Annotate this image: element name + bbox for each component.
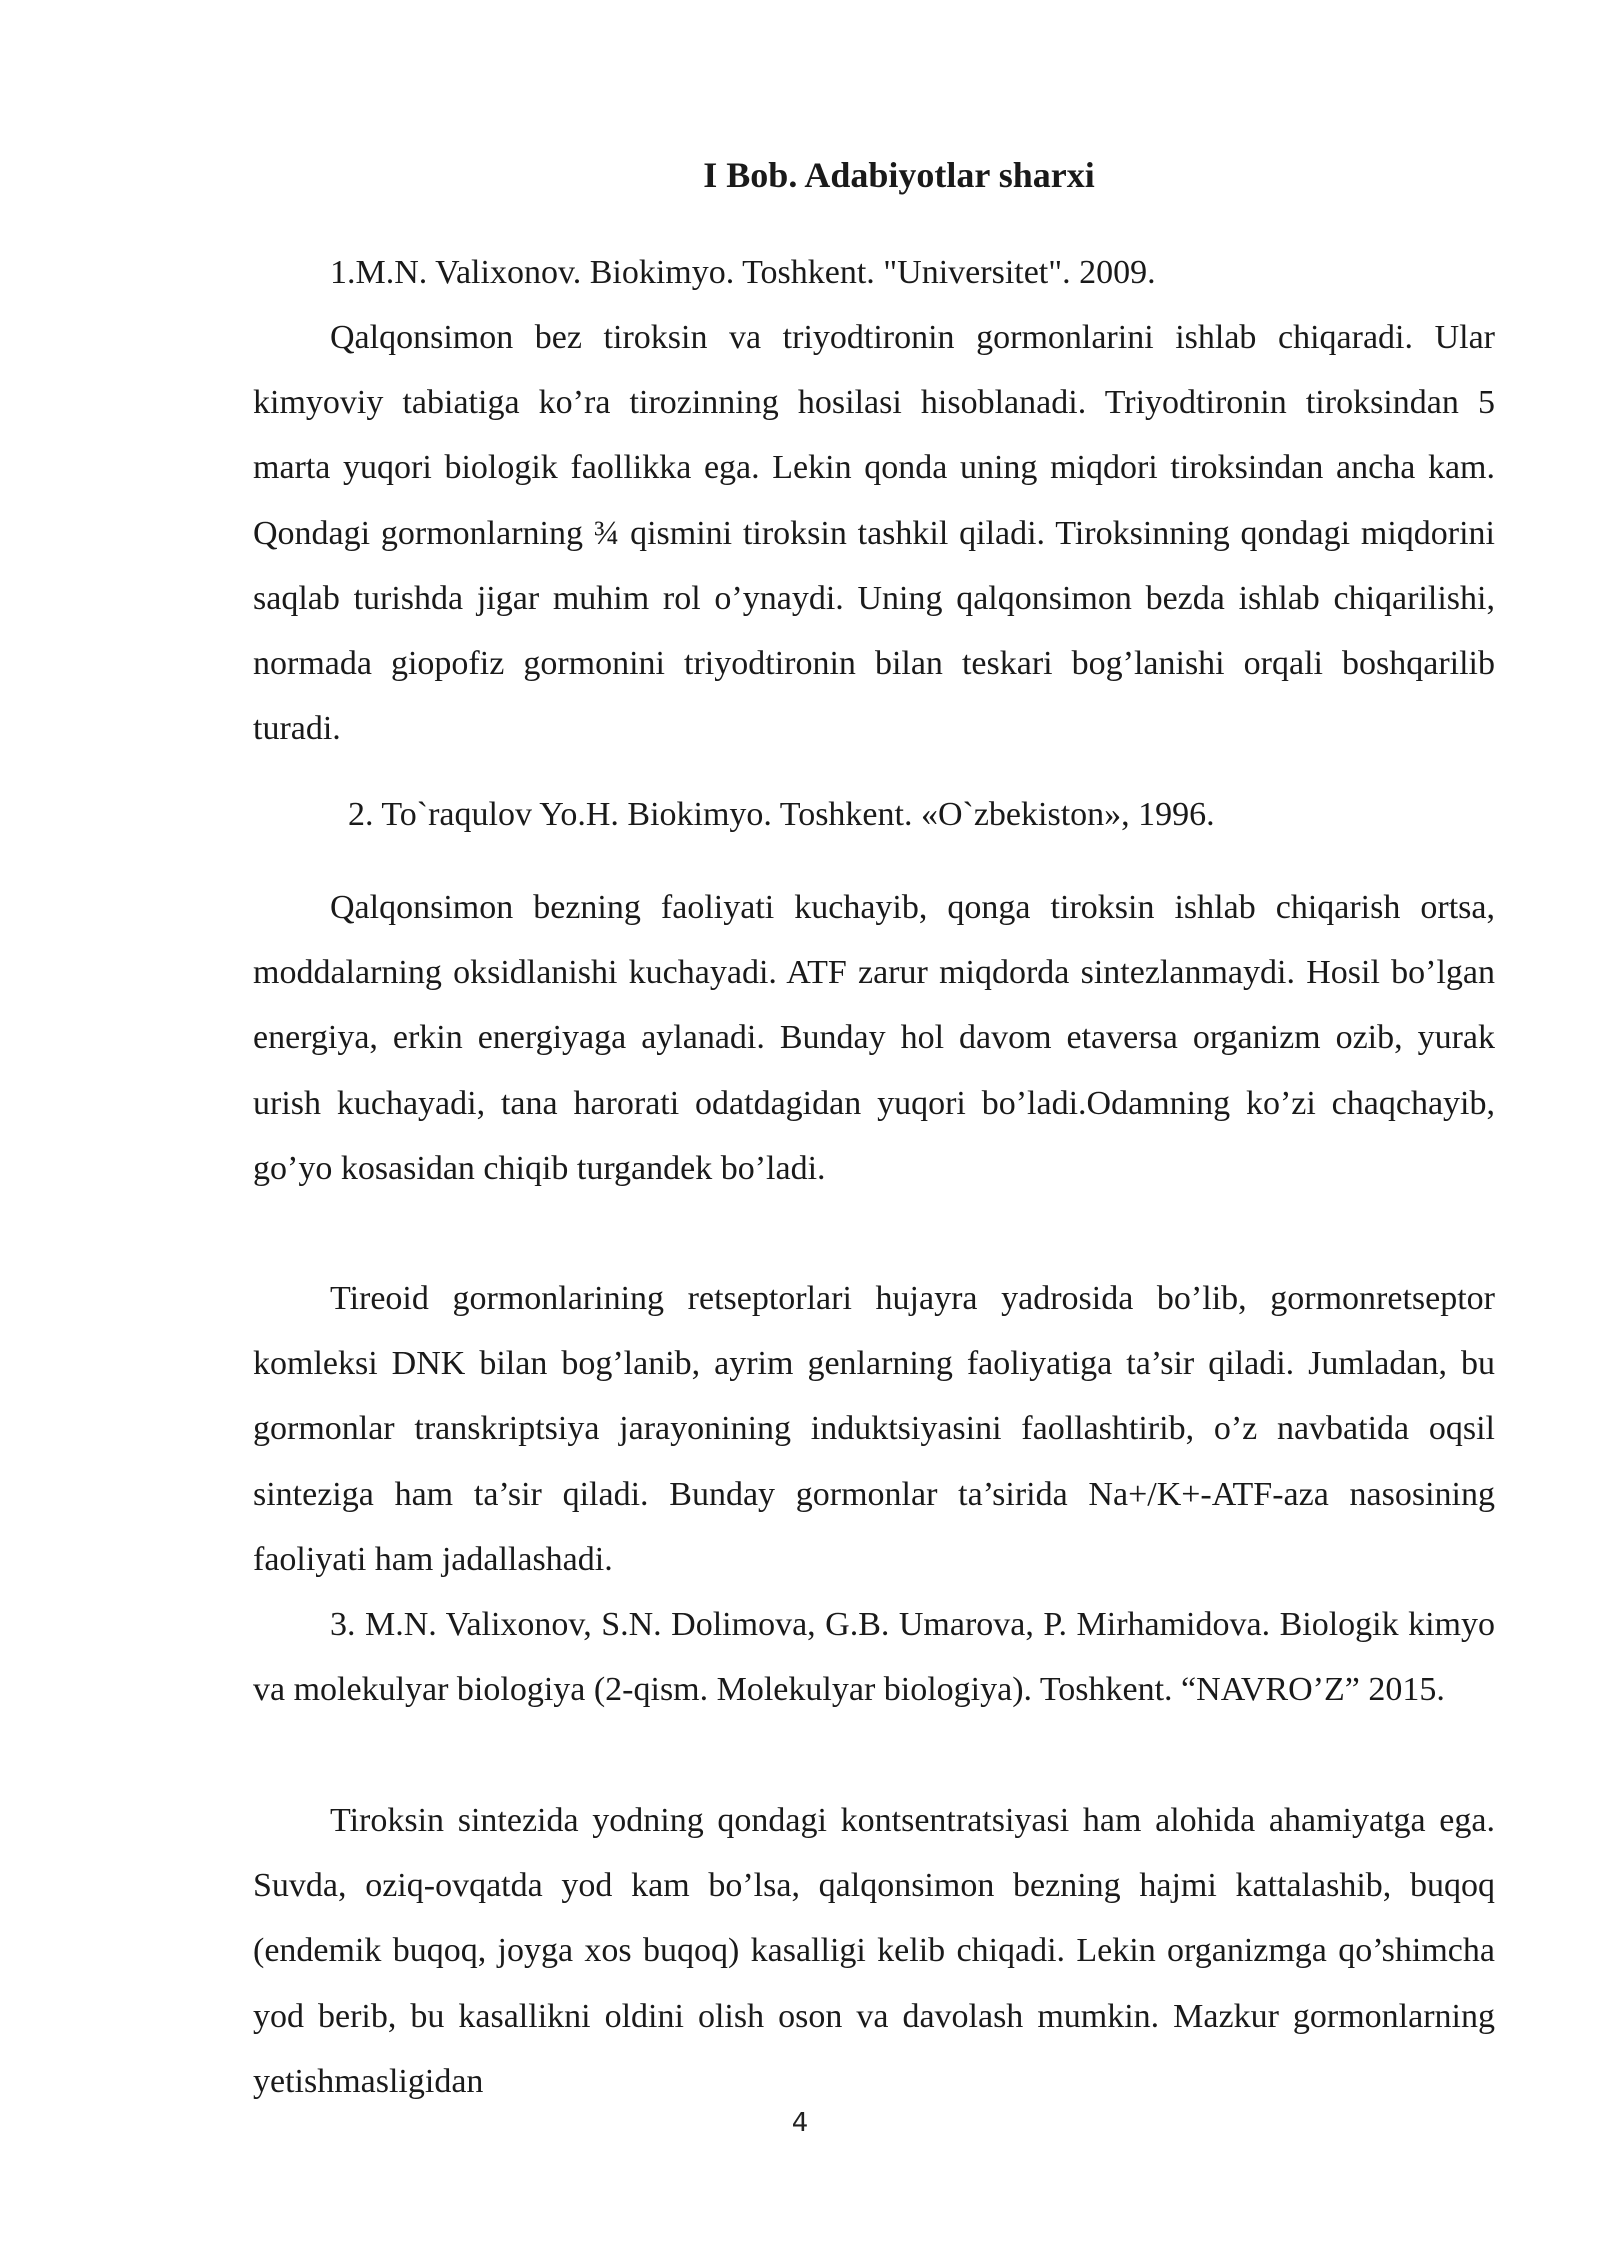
paragraph-2: Qalqonsimon bezning faoliyati kuchayib, qonga tiroksin ishlab chiqarish ortsa, moddalarning oksidlanishi kuchayadi. ATF zarur miqdorda sintezlanmaydi. Hosil bo’lgan energiya, erkin energiyaga aylanadi. Bunday hol davom etaversa organizm ozib, yurak urish kuchayadi, tana harorati odatdagidan yuqori bo’ladi.Odamning ko’zi chaqchayib, go’yo kosasidan chiqib turgandek bo’ladi.	[253, 889, 1495, 1187]
chapter-heading: I Bob. Adabiyotlar sharxi	[703, 155, 1095, 195]
reference-2: 2. To`raqulov Yo.H. Biokimyo. Toshkent. «O`zbekiston», 1996.	[348, 796, 1215, 833]
reference-3: 3. M.N. Valixonov, S.N. Dolimova, G.B. Umarova, P. Mirhamidova. Biologik kimyo va molekulyar biologiya (2-qism. Molekulyar biologiya). Toshkent. “NAVRO’Z” 2015.	[253, 1606, 1495, 1709]
paragraph-3: Tireoid gormonlarining retseptorlari hujayra yadrosida bo’lib, gormonretseptor komleksi DNK bilan bog’lanib, ayrim genlarning faoliyatiga ta’sir qiladi. Jumladan, bu gormonlar transkriptsiya jarayonining induktsiyasini faollashtirib, o’z navbatida oqsil sinteziga ham ta’sir qiladi. Bunday gormonlar ta’sirida Na+/K+-ATF-aza nasosining faoliyati ham jadallashadi.	[253, 1280, 1495, 1578]
paragraph-1: Qalqonsimon bez tiroksin va triyodtironin gormonlarini ishlab chiqaradi. Ular kimyoviy tabiatiga ko’ra tirozinning hosilasi hisoblanadi. Triyodtironin tiroksindan 5 marta yuqori biologik faollikka ega. Lekin qonda uning miqdori tiroksindan ancha kam. Qondagi gormonlarning ¾ qismini tiroksin tashkil qiladi. Tiroksinning qondagi miqdorini saqlab turishda jigar muhim rol o’ynaydi. Uning qalqonsimon bezda ishlab chiqarilishi, normada giopofiz gormonini triyodtironin bilan teskari bog’lanishi orqali boshqarilib turadi.	[253, 319, 1495, 748]
page-number: 4	[791, 2108, 809, 2138]
reference-1: 1.M.N. Valixonov. Biokimyo. Toshkent. "Universitet". 2009.	[330, 254, 1156, 291]
paragraph-4: Tiroksin sintezida yodning qondagi kontsentratsiyasi ham alohida ahamiyatga ega. Suvda, oziq-ovqatda yod kam bo’lsa, qalqonsimon bezning hajmi kattalashib, buqoq (endemik buqoq, joyga xos buqoq) kasalligi kelib chiqadi. Lekin organizmga qo’shimcha yod berib, bu kasallikni oldini olish oson va davolash mumkin. Mazkur gormonlarning yetishmasligidan	[253, 1802, 1495, 2100]
